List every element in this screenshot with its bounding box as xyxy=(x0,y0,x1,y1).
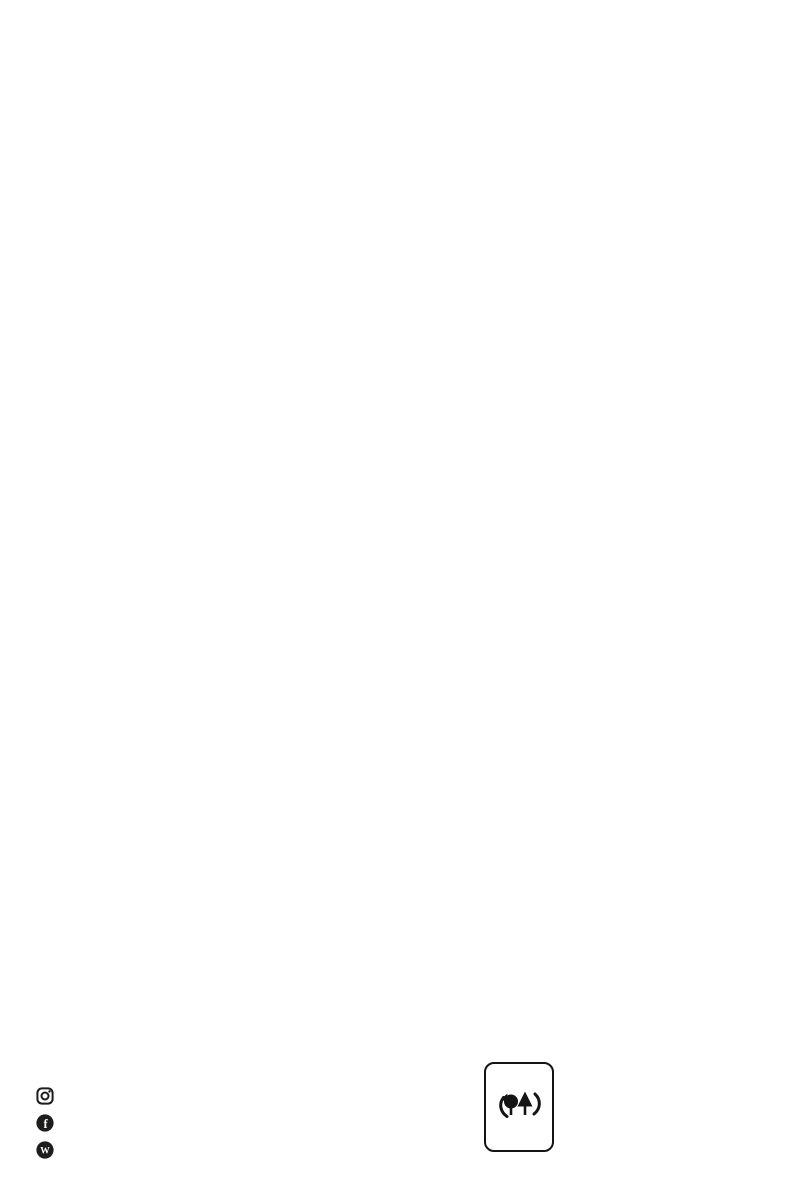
svg-text:f: f xyxy=(43,1116,48,1131)
pefc-trees-icon xyxy=(496,1087,542,1123)
facebook-icon xyxy=(36,1114,54,1132)
website-icon xyxy=(36,1141,54,1159)
social-links xyxy=(36,1082,64,1163)
social-row-instagram xyxy=(36,1082,64,1109)
pefc-certification-label xyxy=(484,1062,554,1152)
social-row-website xyxy=(36,1136,64,1163)
ean13-barcode xyxy=(583,1058,759,1140)
social-row-facebook xyxy=(36,1109,64,1136)
svg-text:W: W xyxy=(40,1146,50,1157)
instagram-icon xyxy=(36,1087,54,1105)
gold-line-art-top xyxy=(0,0,791,380)
barcode-panel xyxy=(583,1056,763,1160)
